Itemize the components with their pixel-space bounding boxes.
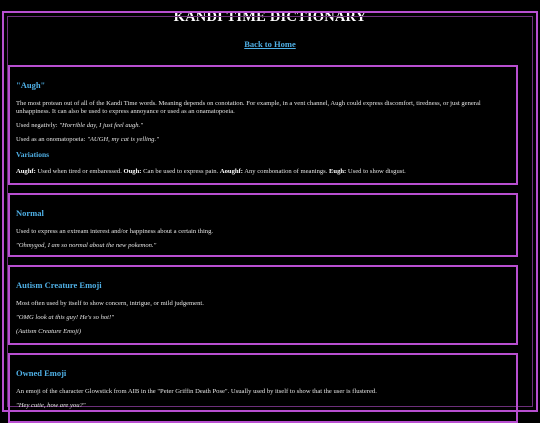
page-title: KANDI TIME DICTIONARY <box>173 9 367 25</box>
example-text: "AUGH, my cat is yelling." <box>87 136 159 143</box>
entry-definition: The most protean out of all of the Kandi Time words. Meaning depends on conotation. For example, in a vent channel, Augh could express discomfort, tiredness, or just general unhappiness. It can also be used to express annoyance or used as an onamatopoeia. <box>16 100 481 115</box>
back-to-home-link[interactable]: Back to Home <box>244 39 296 49</box>
entry-word: "Augh" <box>16 80 46 90</box>
variations-heading: Variations <box>16 150 50 159</box>
entry-example-onomatopoeia <box>16 136 510 144</box>
variation-desc: Used to show disgust. <box>346 168 406 175</box>
example-label: Used negativly: <box>16 122 60 129</box>
entry-autism-creature-emoji <box>8 265 518 345</box>
entry-example: "Ohmygod, I am so normal about the new pokemon." <box>16 242 157 249</box>
entry-augh <box>8 65 518 185</box>
entry-word: Autism Creature Emoji <box>16 280 102 290</box>
entry-example: "Hey cutie, how are you?" <box>16 402 86 409</box>
example-label: Used as an onomatopoeia: <box>16 136 88 143</box>
entry-word: Normal <box>16 208 44 218</box>
entry-example-emoji: (Autism Creature Emoji) <box>16 328 82 335</box>
entry-owned-emoji <box>8 353 518 423</box>
entry-example: "OMG look at this guy! He's so hot!" <box>16 314 114 321</box>
variation-term: Eugh: <box>329 168 347 175</box>
entry-definition: Most often used by itself to show concern, intrigue, or mild judgement. <box>16 300 204 307</box>
variation-desc: Can be used to express pain. <box>141 168 220 175</box>
variation-term: Ough: <box>123 168 142 175</box>
entry-normal <box>8 193 518 257</box>
variation-term: Aoughf: <box>219 168 243 175</box>
entry-word: Owned Emoji <box>16 368 67 378</box>
variation-desc: Any combonation of meanings. <box>242 168 330 175</box>
variation-desc: Used when tired or embaressed. <box>35 168 124 175</box>
example-text: "Horrible day, I just feel augh." <box>59 122 143 129</box>
variation-term: Aughf: <box>16 168 36 175</box>
entry-definition: An emoji of the character Glowstick from AIB in the "Peter Griffin Death Pose". Usually used by itself to show that the user is flustered. <box>16 388 377 395</box>
variations-list <box>16 168 510 176</box>
entry-example-negative <box>16 122 510 130</box>
entry-definition: Used to express an extream interest and/or happiness about a certain thing. <box>16 228 214 235</box>
